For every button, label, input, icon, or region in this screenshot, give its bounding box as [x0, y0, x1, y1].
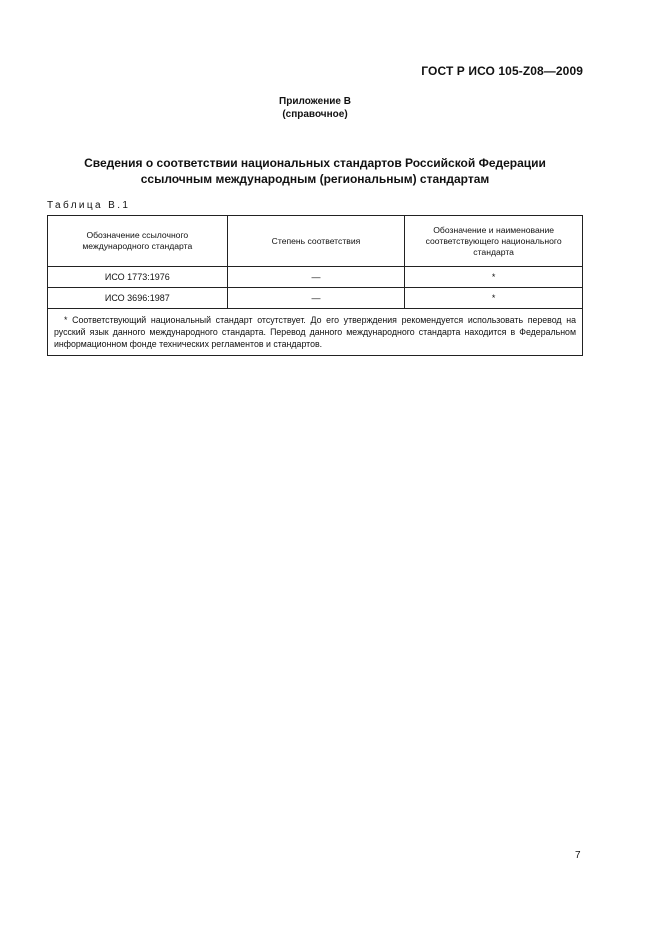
column-header: Степень соответствия [227, 216, 405, 267]
table [47, 215, 583, 356]
title-line-1: Сведения о соответствии национальных стандартов Российской Федерации [84, 156, 546, 170]
table-cell: — [227, 267, 405, 288]
table-row [48, 288, 583, 309]
column-header: Обозначение ссылочного международного стандарта [48, 216, 228, 267]
table-cell: ИСО 3696:1987 [48, 288, 228, 309]
page-number: 7 [575, 850, 581, 861]
table-row [48, 267, 583, 288]
column-header: Обозначение и наименование соответствующего национального стандарта [405, 216, 583, 267]
appendix-label: Приложение В [279, 96, 351, 107]
table-cell: * [405, 288, 583, 309]
appendix-type: (справочное) [282, 109, 348, 120]
table-cell: ИСО 1773:1976 [48, 267, 228, 288]
table-header-row [48, 216, 583, 267]
correspondence-table [47, 215, 583, 356]
document-code: ГОСТ Р ИСО 105-Z08—2009 [421, 64, 583, 78]
title-line-2: ссылочным международным (региональным) стандартам [140, 172, 490, 186]
appendix-heading [0, 95, 630, 121]
table-caption: Таблица В.1 [47, 200, 131, 211]
table-footnote-row [48, 309, 583, 356]
table-footnote: * Соответствующий национальный стандарт отсутствует. До его утверждения рекомендуется использовать перевод на русский язык данного международного стандарта. Перевод данного международного стандарта находится в Федеральном информационном фонде технических регламентов и стандартов. [48, 309, 583, 356]
page-title [0, 155, 630, 187]
table-cell: * [405, 267, 583, 288]
table-cell: — [227, 288, 405, 309]
